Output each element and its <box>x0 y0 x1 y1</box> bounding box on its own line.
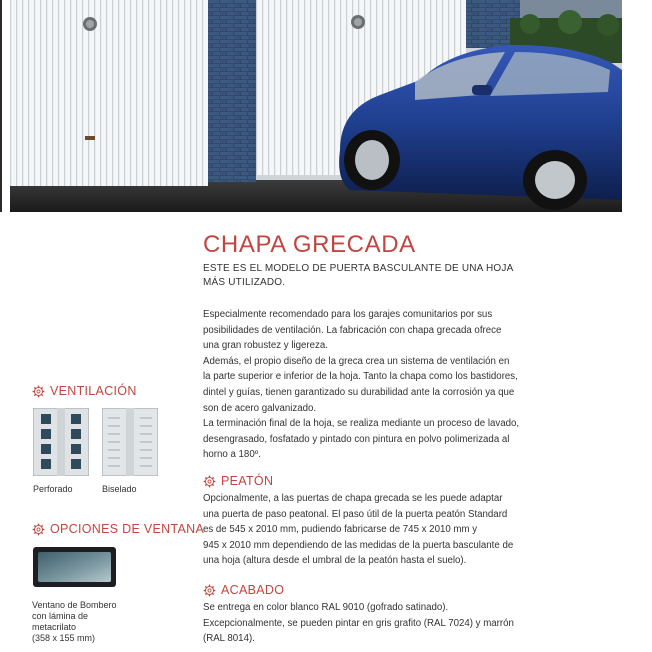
biselado-thumbnail <box>102 408 158 476</box>
text-line: son de acero galvanizado. <box>203 402 317 414</box>
text-line: Excepcionalmente, se pueden pintar en gris grafito (RAL 7024) y marrón <box>203 617 514 629</box>
intro-text <box>203 307 543 463</box>
hero-photo <box>10 0 622 212</box>
subtitle-line: ESTE ES EL MODELO DE PUERTA BASCULANTE DE UNA HOJA <box>203 263 514 274</box>
page-edge-strip <box>0 0 2 212</box>
text-line: posibilidades de ventilación. La fabricación con chapa grecada ofrece <box>203 324 502 336</box>
ventilacion-heading <box>32 384 137 398</box>
ventilacion-heading-label: VENTILACIÓN <box>50 384 137 398</box>
acabado-text <box>203 600 543 647</box>
gear-icon <box>203 475 216 488</box>
page-title: CHAPA GRECADA <box>203 231 416 258</box>
text-line: Se entrega en color blanco RAL 9010 (gofrado satinado). <box>203 602 449 613</box>
caption-line: metacrilato <box>32 622 77 632</box>
gear-icon <box>32 523 45 536</box>
text-line: Además, el propio diseño de la greca crea un sistema de ventilación en <box>203 355 510 367</box>
acabado-heading-label: ACABADO <box>221 583 285 597</box>
perforado-caption: Perforado <box>33 484 73 494</box>
subtitle <box>203 262 513 290</box>
caption-line: con lámina de <box>32 611 89 621</box>
peaton-text <box>203 491 543 569</box>
subtitle-line: MÁS UTILIZADO. <box>203 277 286 288</box>
garage-car-illustration <box>10 0 622 212</box>
window-thumbnail <box>33 547 116 587</box>
text-line: (RAL 8014). <box>203 633 255 645</box>
gear-icon <box>203 584 216 597</box>
peaton-heading-label: PEATÓN <box>221 474 274 488</box>
text-line: la parte superior e inferior de la hoja. Tanto la chapa como los bastidores, <box>203 371 518 383</box>
caption-line: Ventano de Bombero <box>32 600 117 610</box>
ventana-heading <box>32 522 204 536</box>
text-line: desengrasado, fosfatado y pintado con pintura en polvo polimerizada al <box>203 433 510 445</box>
text-line: 945 x 2010 mm dependiendo de las medidas de la puerta basculante de <box>203 539 514 551</box>
ventana-heading-label: OPCIONES DE VENTANA <box>50 522 205 536</box>
text-line: una gran robustez y ligereza. <box>203 340 328 352</box>
perforado-thumbnail <box>33 408 89 476</box>
biselado-caption: Biselado <box>102 484 137 494</box>
text-line: es de 545 x 2010 mm, pudiendo fabricarse de 745 x 2010 mm y <box>203 524 478 536</box>
text-line: dintel y guías, tienen garantizado su durabilidad ante la corrosión ya que <box>203 386 515 398</box>
caption-line: (358 x 155 mm) <box>32 633 96 643</box>
text-line: Opcionalmente, a las puertas de chapa grecada se les puede adaptar <box>203 493 503 504</box>
peaton-heading <box>203 474 273 488</box>
text-line: Especialmente recomendado para los garajes comunitarios por sus <box>203 309 493 320</box>
text-line: horno a 180º. <box>203 449 261 461</box>
text-line: una hoja (altura desde el umbral de la peatón hasta el suelo). <box>203 555 467 567</box>
acabado-heading <box>203 583 284 597</box>
gear-icon <box>32 385 45 398</box>
text-line: La terminación final de la hoja, se realiza mediante un proceso de lavado, <box>203 418 520 430</box>
window-caption <box>32 600 132 644</box>
text-line: una puerta de paso peatonal. El paso útil de la puerta peatón Standard <box>203 508 508 520</box>
